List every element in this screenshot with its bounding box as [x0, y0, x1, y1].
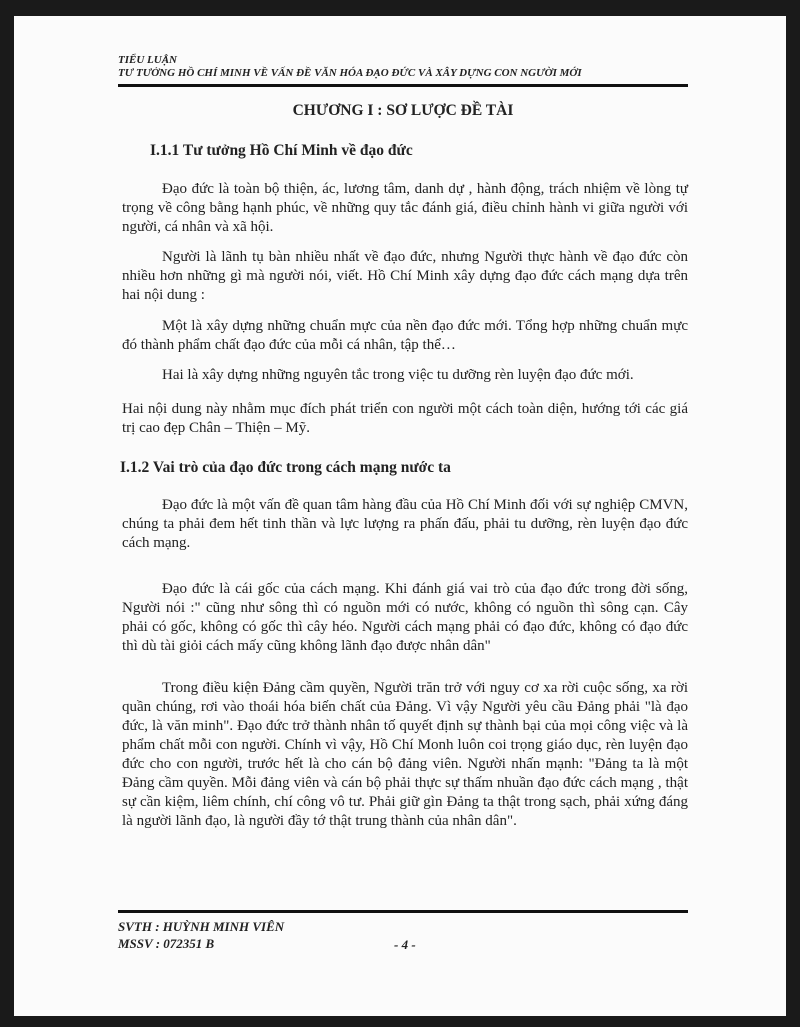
paragraph: Trong điều kiện Đảng cầm quyền, Người trăn trở với nguy cơ xa rời cuộc sống, xa rời quần chúng, rơi vào thoái hóa biến chất của Đảng. Vì vậy Người yêu cầu Đảng phải "là đạo đức, là văn minh". Đạo đức trở thành nhân tố quyết định sự thành bại của mọi công việc và là phẩm chất mỗi con người. Chính vì vậy, Hồ Chí Monh luôn coi trọng giáo dục, rèn luyện đạo đức cho con người, trước hết là cho cán bộ đảng viên. Người nhấn mạnh: "Đảng ta là một Đảng cầm quyền. Mỗi đảng viên và cán bộ phải thực sự thấm nhuần đạo đức cách mạng , thật sự cần kiệm, liêm chính, chí công vô tư. Phải giữ gìn Đảng ta thật trong sạch, phải xứng đáng là người lãnh đạo, là người đầy tớ thật trung thành của nhân dân". — [122, 680, 688, 829]
footer-divider — [118, 910, 688, 913]
paragraph: Đạo đức là toàn bộ thiện, ác, lương tâm, danh dự , hành động, trách nhiệm về lòng tự trọng về công bằng hạnh phúc, về những quy tắc đánh giá, điều chỉnh hành vi giữa người với người, cá nhân và xã hội. — [122, 181, 688, 235]
footer-student-name: SVTH : HUỲNH MINH VIÊN — [118, 919, 285, 934]
paragraph: Một là xây dựng những chuẩn mực của nền đạo đức mới. Tổng hợp những chuẩn mực đó thành phẩm chất đạo đức của mỗi cá nhân, tập thể… — [122, 318, 688, 353]
chapter-title: CHƯƠNG I : SƠ LƯỢC ĐỀ TÀI — [292, 102, 514, 119]
header-line-1: TIỂU LUẬN — [118, 54, 177, 66]
page-header — [118, 54, 688, 80]
header-line-2: TƯ TƯỞNG HỒ CHÍ MINH VỀ VẤN ĐỀ VĂN HÓA ĐẠO ĐỨC VÀ XÂY DỰNG CON NGƯỜI MỚI — [118, 67, 582, 79]
paragraph: Hai là xây dựng những nguyên tắc trong việc tu dưỡng rèn luyện đạo đức mới. — [162, 367, 634, 383]
section-title-1: I.1.1 Tư tưởng Hồ Chí Minh về đạo đức — [150, 142, 413, 159]
paragraph: Hai nội dung này nhằm mục đích phát triển con người một cách toàn diện, hướng tới các giá trị cao đẹp Chân – Thiện – Mỹ. — [122, 401, 688, 436]
paragraph: Đạo đức là cái gốc của cách mạng. Khi đánh giá vai trò của đạo đức trong đời sống, Người nói :" cũng như sông thì có nguồn mới có nước, không có nguồn thì sông cạn. Cây phải có gốc, không có gốc thì cây héo. Người cách mạng phải có đạo đức, không có đạo đức thì dù tài giỏi cách mấy cũng không lãnh đạo được nhân dân" — [122, 581, 688, 654]
document-page — [14, 16, 786, 1016]
paragraph: Đạo đức là một vấn đề quan tâm hàng đầu của Hồ Chí Minh đối với sự nghiệp CMVN, chúng ta phải đem hết tinh thần và lực lượng ra phấn đấu, phải tu dưỡng, rèn luyện đạo đức cách mạng. — [122, 497, 688, 551]
footer-student-id: MSSV : 072351 B — [118, 936, 215, 951]
section-title-2: I.1.2 Vai trò của đạo đức trong cách mạng nước ta — [120, 459, 451, 476]
page-number: - 4 - — [394, 937, 416, 952]
paragraph: Người là lãnh tụ bàn nhiều nhất về đạo đức, nhưng Người thực hành về đạo đức còn nhiều hơn những gì mà người nói, viết. Hồ Chí Minh xây dựng đạo đức cách mạng dựa trên hai nội dung : — [122, 249, 688, 303]
header-divider — [118, 84, 688, 87]
